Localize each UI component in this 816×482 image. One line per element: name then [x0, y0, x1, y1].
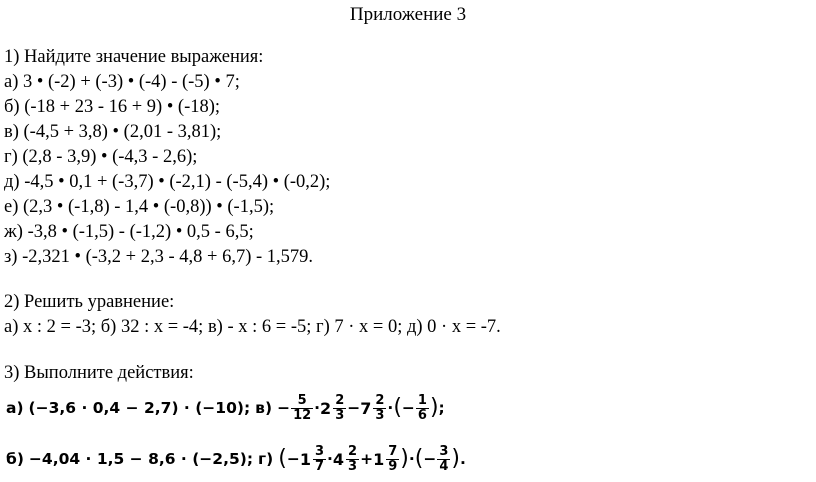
whole-part: 1 [299, 449, 311, 469]
page-title: Приложение 3 [349, 4, 467, 25]
task3-row1 [6, 386, 445, 430]
dot-sign: · [314, 399, 321, 417]
numerator: 2 [348, 443, 358, 459]
task1-item-d: д) -4,5 • 0,1 + (-3,7) • (-2,1) - (-5,4) • (-0,2); [4, 172, 331, 192]
fraction [437, 445, 450, 474]
fraction [386, 445, 399, 474]
minus-sign: − [347, 399, 361, 417]
fraction [416, 394, 429, 423]
numerator: 2 [335, 392, 345, 408]
fraction [333, 394, 346, 423]
task3-a-expression: (−3,6 · 0,4 − 2,7) · (−10); [28, 399, 251, 417]
dot-sign: · [327, 450, 333, 468]
numerator: 2 [375, 392, 385, 408]
numerator: 1 [417, 392, 427, 408]
task1-item-zh: ж) -3,8 • (-1,5) - (-1,2) • 0,5 - 6,5; [4, 222, 254, 242]
close-paren: ) [400, 446, 409, 471]
denominator: 7 [314, 458, 324, 474]
whole-part: 4 [332, 449, 345, 469]
open-paren: ( [393, 395, 402, 420]
minus-sign: − [286, 450, 300, 468]
denominator: 3 [348, 458, 358, 474]
whole-part: 1 [373, 449, 385, 469]
mixed-number [320, 394, 347, 423]
task2-equations: а) x : 2 = -3; б) 32 : x = -4; в) - x : 6 = -5; г) 7 · x = 0; д) 0 · x = -7. [4, 317, 501, 337]
denominator: 6 [417, 407, 427, 423]
task1-item-v: в) (-4,5 + 3,8) • (2,01 - 3,81); [4, 122, 222, 142]
open-paren: ( [278, 446, 287, 471]
mixed-number [300, 445, 327, 474]
task3-v-label: в) [255, 399, 273, 417]
numerator: 5 [297, 392, 307, 408]
denominator: 12 [293, 407, 312, 423]
plus-sign: + [360, 450, 374, 468]
dot-sign: · [408, 450, 415, 468]
task1-item-e: е) (2,3 • (-1,8) - 1,4 • (-0,8)) • (-1,5); [4, 197, 275, 217]
task1-item-z: з) -2,321 • (-3,2 + 2,3 - 4,8 + 6,7) - 1,579. [4, 247, 314, 267]
dot-sign: · [387, 399, 394, 417]
denominator: 4 [439, 458, 449, 474]
numerator: 3 [439, 443, 449, 459]
open-paren: ( [414, 446, 424, 471]
minus-sign: − [423, 450, 437, 468]
semicolon: ; [438, 399, 445, 417]
whole-part: 2 [320, 398, 332, 418]
minus-sign: − [277, 399, 291, 417]
mixed-number [373, 445, 400, 474]
task3-b-label: б) [6, 450, 24, 468]
fraction [373, 394, 386, 423]
denominator: 3 [335, 407, 345, 423]
task1-heading: 1) Найдите значение выражения: [4, 47, 264, 67]
task3-row2 [6, 437, 466, 481]
fraction [313, 445, 326, 474]
mixed-number [333, 445, 360, 474]
numerator: 7 [388, 443, 398, 459]
close-paren: ) [451, 446, 460, 471]
task3-g-label: г) [258, 450, 274, 468]
task3-b-expression: −4,04 · 1,5 − 8,6 · (−2,5); [28, 450, 254, 468]
numerator: 3 [314, 443, 324, 459]
task1-item-a: а) 3 • (-2) + (-3) • (-4) - (-5) • 7; [4, 72, 240, 92]
fraction [346, 445, 359, 474]
task2-heading: 2) Решить уравнение: [4, 292, 175, 312]
period: . [459, 450, 466, 468]
task1-item-b: б) (-18 + 23 - 16 + 9) • (-18); [4, 97, 221, 117]
minus-sign: − [401, 399, 415, 417]
close-paren: ) [429, 395, 439, 420]
whole-part: 7 [360, 398, 372, 418]
task1-item-g: г) (2,8 - 3,9) • (-4,3 - 2,6); [4, 147, 198, 167]
denominator: 3 [375, 407, 385, 423]
task3-a-label: а) [6, 399, 24, 417]
mixed-number [360, 394, 387, 423]
fraction [291, 394, 313, 423]
task3-heading: 3) Выполните действия: [4, 363, 194, 383]
denominator: 9 [388, 458, 398, 474]
